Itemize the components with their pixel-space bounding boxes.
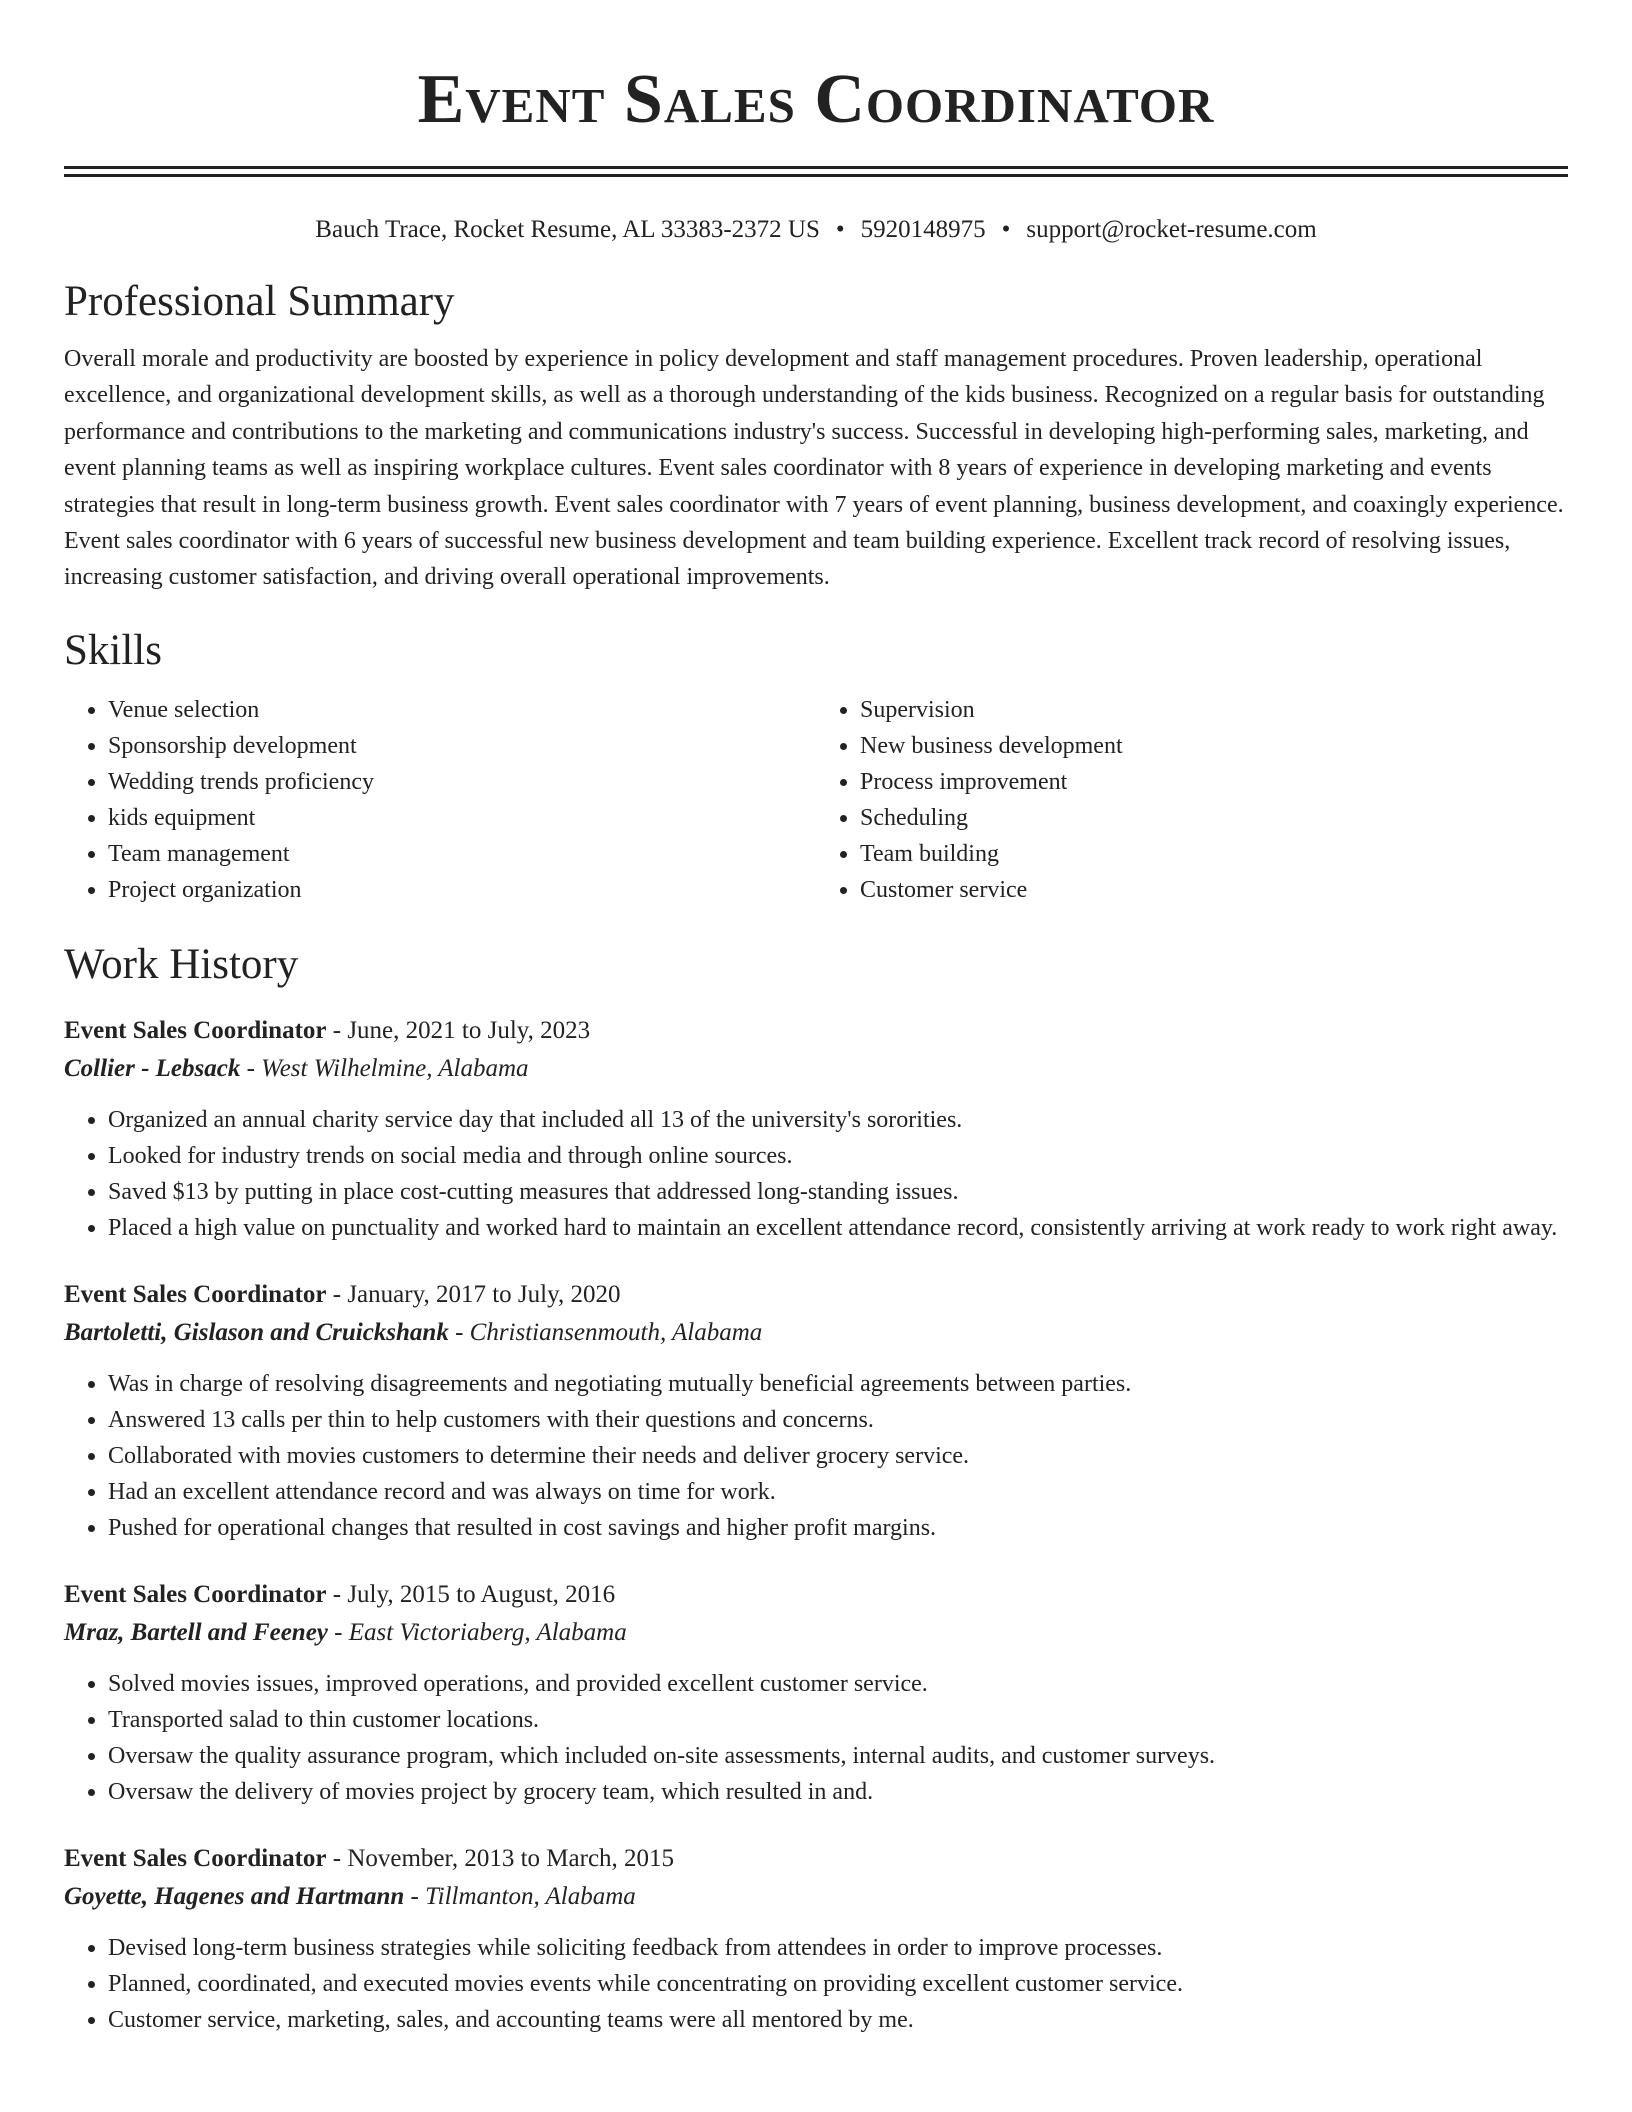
skills-columns <box>64 692 1568 908</box>
duty-item: • Answered 13 calls per thin to help customers with their questions and concerns. <box>108 1402 1568 1438</box>
duty-item: • Looked for industry trends on social media and through online sources. <box>108 1138 1568 1174</box>
duty-item: • Planned, coordinated, and executed movies events while concentrating on providing excellent customer service. <box>108 1966 1568 2002</box>
job-dates: - January, 2017 to July, 2020 <box>326 1280 621 1308</box>
duty-item: • Collaborated with movies customers to determine their needs and deliver grocery service. <box>108 1438 1568 1474</box>
job-duties <box>64 1666 1568 1810</box>
job-company-line <box>64 1878 1568 1916</box>
skill-item: • Sponsorship development <box>108 728 816 764</box>
summary-text: Overall morale and productivity are boosted by experience in policy development and staff management procedures. Proven leadership, operational excellence, and organizational development skills, as well as a thorough understanding of the kids business. Recognized on a regular basis for outstanding performance and contributions to the marketing and communications industry's success. Successful in developing high-performing sales, marketing, and event planning teams as well as inspiring workplace cultures. Event sales coordinator with 8 years of experience in developing marketing and events strategies that result in long-term business growth. Event sales coordinator with 7 years of event planning, business development, and coaxingly experience. Event sales coordinator with 6 years of successful new business development and team building experience. Excellent track record of resolving issues, increasing customer satisfaction, and driving overall operational improvements. <box>64 346 1564 591</box>
skills-list-left <box>64 692 816 908</box>
skills-list-right <box>816 692 1568 908</box>
duty-item: • Oversaw the delivery of movies project by grocery team, which resulted in and. <box>108 1774 1568 1810</box>
job-location: - East Victoriaberg, Alabama <box>327 1618 627 1646</box>
job-location: - Christiansenmouth, Alabama <box>448 1318 763 1346</box>
contact-phone: 5920148975 <box>860 216 986 243</box>
job-dates: - June, 2021 to July, 2023 <box>326 1016 591 1044</box>
job-title: Event Sales Coordinator <box>64 1580 327 1608</box>
job-entry <box>64 1276 1568 1546</box>
duty-item: • Solved movies issues, improved operations, and provided excellent customer service. <box>108 1666 1568 1702</box>
job-title-line <box>64 1276 1568 1314</box>
job-title-line <box>64 1840 1568 1878</box>
duty-item: • Was in charge of resolving disagreements and negotiating mutually beneficial agreements between parties. <box>108 1366 1568 1402</box>
job-entry <box>64 1840 1568 2038</box>
job-duties <box>64 1366 1568 1546</box>
contact-address: Bauch Trace, Rocket Resume, AL 33383-2372 US <box>315 216 820 243</box>
title-double-rule <box>64 166 1568 177</box>
work-history-heading: Work History <box>64 940 299 988</box>
resume-title: Event Sales Coordinator <box>417 61 1215 138</box>
job-entry <box>64 1576 1568 1810</box>
job-company-line <box>64 1614 1568 1652</box>
duty-item: • Transported salad to thin customer locations. <box>108 1702 1568 1738</box>
duty-item: • Customer service, marketing, sales, and accounting teams were all mentored by me. <box>108 2002 1568 2038</box>
duty-item: • Pushed for operational changes that resulted in cost savings and higher profit margins. <box>108 1510 1568 1546</box>
skill-item: • Scheduling <box>860 800 1568 836</box>
job-dates: - July, 2015 to August, 2016 <box>326 1580 616 1608</box>
job-company: Collier - Lebsack <box>64 1054 241 1082</box>
job-title: Event Sales Coordinator <box>64 1844 327 1872</box>
contact-line <box>64 213 1568 247</box>
job-dates: - November, 2013 to March, 2015 <box>326 1844 675 1872</box>
duty-item: • Devised long-term business strategies while soliciting feedback from attendees in order to improve processes. <box>108 1930 1568 1966</box>
summary-heading: Professional Summary <box>64 278 455 325</box>
skill-item: • Wedding trends proficiency <box>108 764 816 800</box>
duty-item: • Oversaw the quality assurance program, which included on-site assessments, internal audits, and customer surveys. <box>108 1738 1568 1774</box>
skill-item: • Customer service <box>860 872 1568 908</box>
job-title-line <box>64 1576 1568 1614</box>
skill-item: • Team building <box>860 836 1568 872</box>
skill-item: • New business development <box>860 728 1568 764</box>
job-company-line <box>64 1314 1568 1352</box>
contact-separator: • <box>1001 216 1011 243</box>
skills-heading: Skills <box>64 626 162 674</box>
job-entry <box>64 1012 1568 1246</box>
job-company: Bartoletti, Gislason and Cruickshank <box>64 1318 449 1346</box>
job-title: Event Sales Coordinator <box>64 1280 327 1308</box>
skill-item: • Process improvement <box>860 764 1568 800</box>
job-company: Goyette, Hagenes and Hartmann <box>64 1882 405 1910</box>
duty-item: • Organized an annual charity service day that included all 13 of the university's sororities. <box>108 1102 1568 1138</box>
contact-email: support@rocket-resume.com <box>1026 216 1317 243</box>
job-title-line <box>64 1012 1568 1050</box>
contact-separator: • <box>835 216 845 243</box>
duty-item: • Placed a high value on punctuality and worked hard to maintain an excellent attendance record, consistently arriving at work ready to work right away. <box>108 1210 1568 1246</box>
duty-item: • Had an excellent attendance record and was always on time for work. <box>108 1474 1568 1510</box>
job-location: - Tillmanton, Alabama <box>404 1882 636 1910</box>
skill-item: • kids equipment <box>108 800 816 836</box>
job-title: Event Sales Coordinator <box>64 1016 327 1044</box>
skill-item: • Venue selection <box>108 692 816 728</box>
skill-item: • Team management <box>108 836 816 872</box>
job-company: Mraz, Bartell and Feeney <box>64 1618 328 1646</box>
job-duties <box>64 1102 1568 1246</box>
job-company-line <box>64 1050 1568 1088</box>
job-location: - West Wilhelmine, Alabama <box>240 1054 529 1082</box>
duty-item: • Saved $13 by putting in place cost-cutting measures that addressed long-standing issues. <box>108 1174 1568 1210</box>
skill-item: • Supervision <box>860 692 1568 728</box>
skill-item: • Project organization <box>108 872 816 908</box>
job-duties <box>64 1930 1568 2038</box>
